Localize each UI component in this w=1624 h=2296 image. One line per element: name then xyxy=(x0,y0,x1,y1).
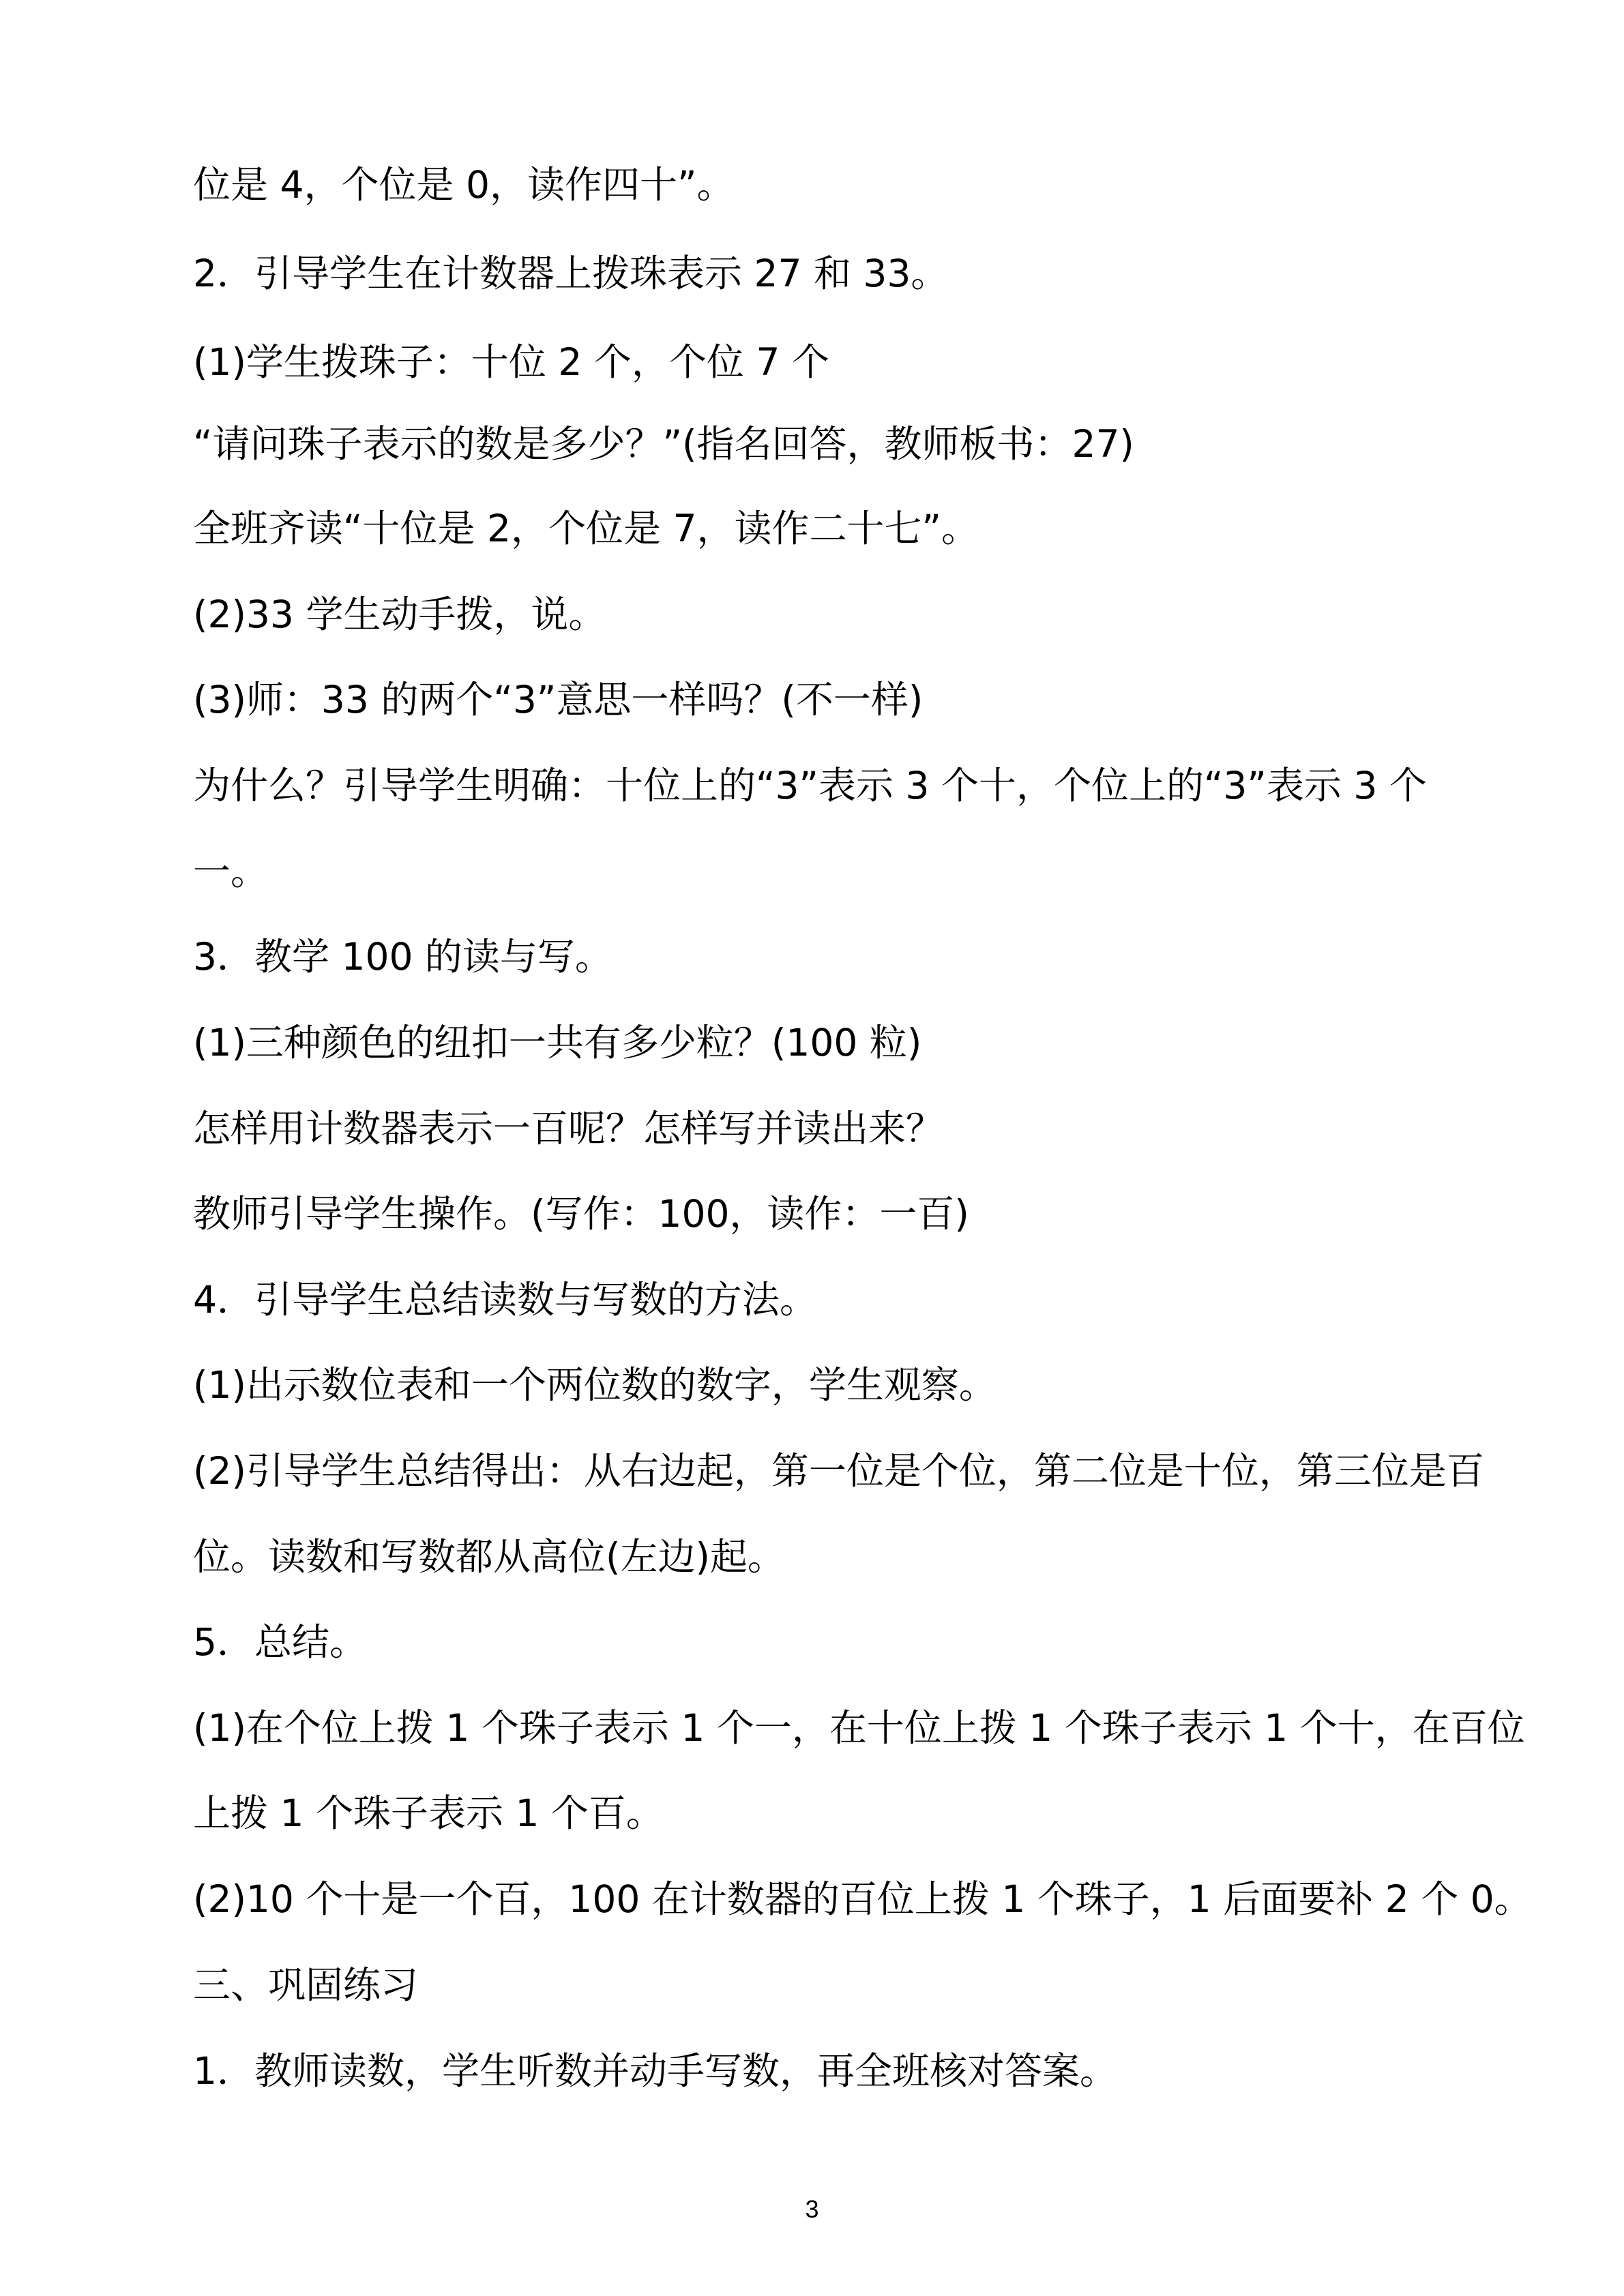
text-line: 3．教学 100 的读与写。 xyxy=(193,935,612,979)
text-line: 全班齐读“十位是 2，个位是 7，读作二十七”。 xyxy=(193,507,979,550)
text-line: 三、巩固练习 xyxy=(193,1963,419,2007)
text-line: 怎样用计数器表示一百呢？怎样写并读出来？ xyxy=(193,1107,944,1150)
text-line: (1)三种颜色的纽扣一共有多少粒？(100 粒) xyxy=(193,1021,922,1064)
text-line: (2)10 个十是一个百，100 在计数器的百位上拨 1 个珠子，1 后面要补 2 个 0。 xyxy=(193,1877,1532,1921)
text-line: (2)引导学生总结得出：从右边起，第一位是个位，第二位是十位，第三位是百 xyxy=(193,1449,1484,1493)
text-line: (2)33 学生动手拨，说。 xyxy=(193,593,606,636)
text-line: 2．引导学生在计数器上拨珠表示 27 和 33。 xyxy=(193,252,949,295)
page-number: 3 xyxy=(805,2195,819,2223)
text-line: (1)出示数位表和一个两位数的数字，学生观察。 xyxy=(193,1363,996,1407)
text-line: 一。 xyxy=(193,850,269,893)
text-line: (1)在个位上拨 1 个珠子表示 1 个一，在十位上拨 1 个珠子表示 1 个十，在百位 xyxy=(193,1706,1525,1750)
text-line: 位是 4，个位是 0，读作四十”。 xyxy=(193,163,735,207)
text-line: 4．引导学生总结读数与写数的方法。 xyxy=(193,1278,817,1322)
text-line: “请问珠子表示的数是多少？”(指名回答，教师板书：27) xyxy=(193,422,1134,466)
text-line: 为什么？引导学生明确：十位上的“3”表示 3 个十，个位上的“3”表示 3 个 xyxy=(193,764,1427,807)
text-line: 5．总结。 xyxy=(193,1620,367,1664)
text-line: (3)师：33 的两个“3”意思一样吗？(不一样) xyxy=(193,678,924,721)
text-line: 1．教师读数，学生听数并动手写数，再全班核对答案。 xyxy=(193,2049,1117,2093)
text-line: 上拨 1 个珠子表示 1 个百。 xyxy=(193,1791,664,1835)
text-line: 位。读数和写数都从高位(左边)起。 xyxy=(193,1535,785,1579)
text-line: 教师引导学生操作。(写作：100，读作：一百) xyxy=(193,1192,969,1236)
text-line: (1)学生拨珠子：十位 2 个，个位 7 个 xyxy=(193,340,829,384)
